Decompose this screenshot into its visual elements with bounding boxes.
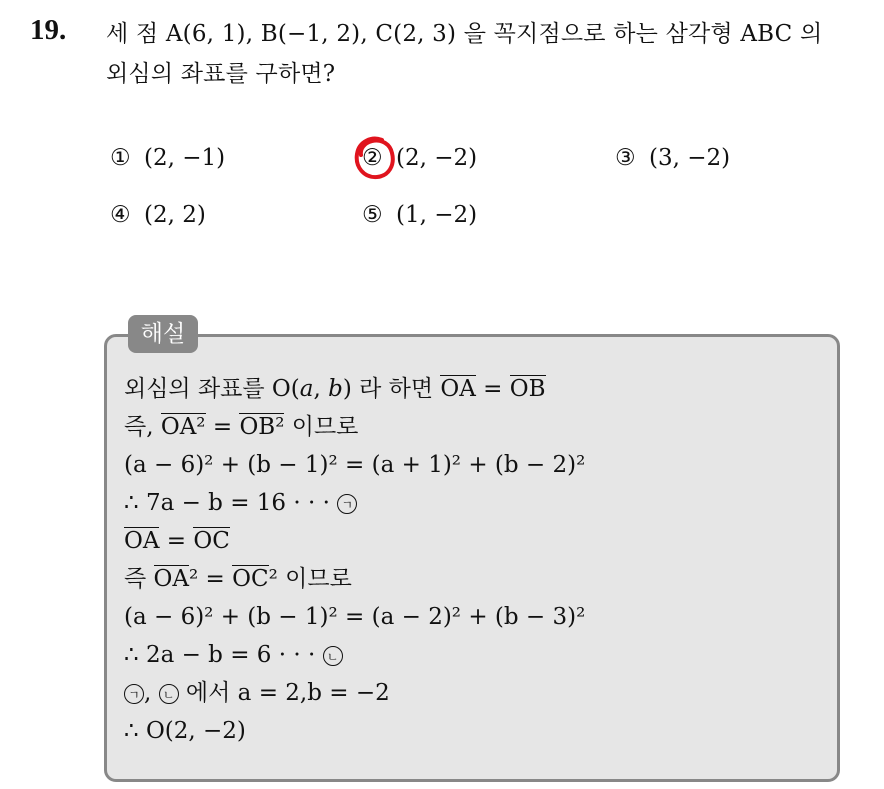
sol-l2-pre: 즉,	[124, 414, 161, 440]
sol-l6-pre: 즉	[124, 566, 154, 592]
sol-l1-eq: =	[475, 376, 510, 402]
solution-line-3: (a − 6)² + (b − 1)² = (a + 1)² + (b − 2)²	[124, 452, 586, 478]
solution-line-6	[124, 560, 824, 598]
solution-tag: 해설	[128, 315, 198, 353]
choice-4-mark: ④	[110, 202, 131, 228]
circled-giyeok-icon: ㄱ	[337, 494, 357, 514]
sol-l1-ob: OB	[509, 376, 546, 402]
sol-l6-eq: =	[198, 566, 233, 592]
circled-nieun-icon: ㄴ	[323, 646, 343, 666]
sol-l6-oa: OA	[153, 566, 189, 592]
choice-5-value: (1, −2)	[396, 202, 478, 228]
solution-line-9	[124, 674, 824, 712]
circled-giyeok-icon: ㄱ	[124, 684, 144, 704]
solution-lines	[124, 370, 824, 750]
question-line-1: 세 점 A(6, 1), B(−1, 2), C(2, 3) 을 꼭지점으로 하는 삼각형 ABC 의	[106, 21, 823, 47]
sol-l6-oc: OC	[232, 566, 269, 592]
circled-nieun-icon: ㄴ	[159, 684, 179, 704]
sol-l9-post: 에서 a = 2,b = −2	[178, 680, 390, 706]
sol-l9-sep: ,	[144, 680, 159, 706]
choice-2-value: (2, −2)	[396, 145, 478, 171]
choice-5-mark: ⑤	[362, 202, 383, 228]
sol-l2-eq: =	[205, 414, 240, 440]
sol-l1-mid: ) 라 하면	[342, 376, 441, 402]
choice-5[interactable]	[362, 200, 477, 230]
choice-3[interactable]	[615, 143, 730, 173]
choice-1[interactable]	[110, 143, 225, 173]
choice-1-mark: ①	[110, 145, 131, 171]
choice-3-mark: ③	[615, 145, 636, 171]
selected-answer-circle-icon	[352, 133, 398, 183]
solution-line-10: ∴ O(2, −2)	[124, 718, 246, 744]
solution-line-4	[124, 484, 824, 522]
sol-l5-oc: OC	[193, 528, 230, 554]
sol-l5-oa: OA	[124, 528, 160, 554]
sol-l1-comma: ,	[313, 376, 329, 402]
sol-l6-sq1: ²	[189, 566, 199, 592]
choice-3-value: (3, −2)	[649, 145, 731, 171]
sol-l8-text: ∴ 2a − b = 6 · · ·	[124, 642, 316, 668]
sol-l1-b: b	[328, 376, 343, 402]
solution-line-2	[124, 408, 824, 446]
sol-l4-text: ∴ 7a − b = 16 · · ·	[124, 490, 330, 516]
solution-line-1	[124, 370, 824, 408]
question-text	[106, 14, 876, 94]
sol-l1-oa: OA	[440, 376, 476, 402]
choice-4[interactable]	[110, 200, 206, 230]
sol-l6-post: 이므로	[277, 566, 352, 592]
sol-l2-ob2: OB²	[239, 414, 285, 440]
sol-l6-sq2: ²	[268, 566, 278, 592]
solution-line-5	[124, 522, 824, 560]
choice-2-mark: ②	[362, 145, 383, 171]
question-line-2: 외심의 좌표를 구하면?	[106, 61, 336, 87]
sol-l2-oa2: OA²	[160, 414, 206, 440]
sol-l1-a: a	[299, 376, 314, 402]
choice-1-value: (2, −1)	[144, 145, 226, 171]
question-number: 19.	[30, 14, 67, 46]
solution-line-7: (a − 6)² + (b − 1)² = (a − 2)² + (b − 3)²	[124, 604, 586, 630]
solution-line-8	[124, 636, 824, 674]
choice-4-value: (2, 2)	[144, 202, 206, 228]
sol-l2-post: 이므로	[284, 414, 359, 440]
sol-l1-pre: 외심의 좌표를 O(	[124, 376, 300, 402]
sol-l5-eq: =	[159, 528, 194, 554]
